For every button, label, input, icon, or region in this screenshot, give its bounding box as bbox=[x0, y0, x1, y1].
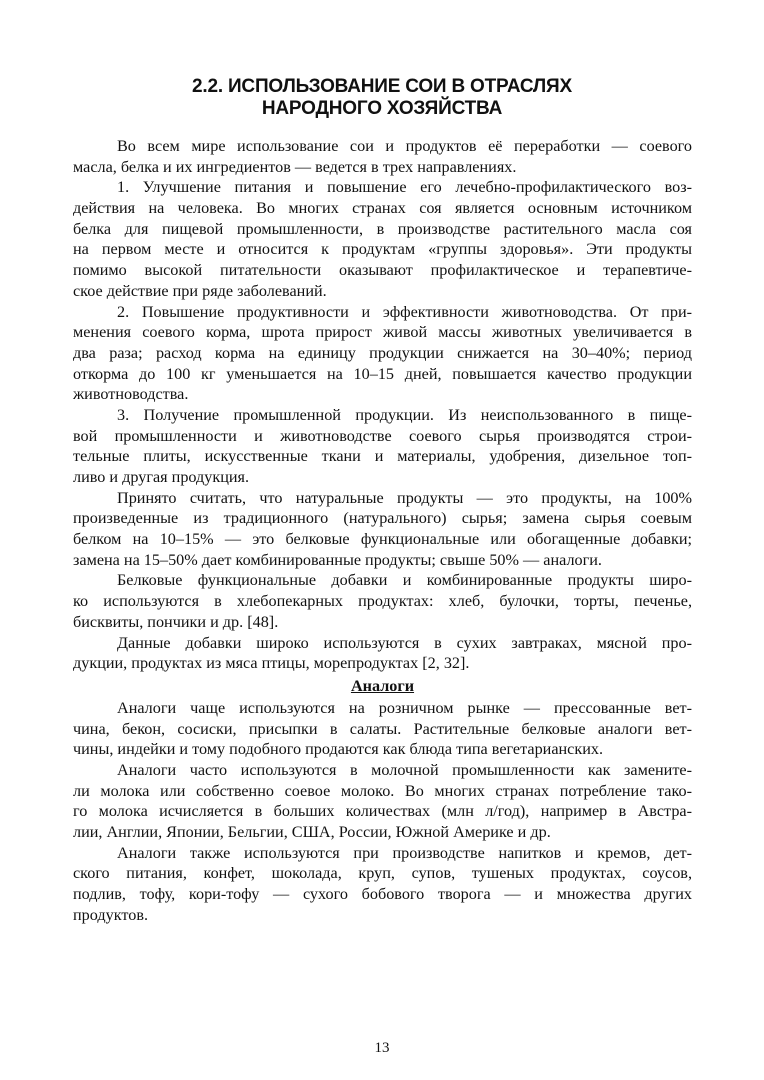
text-line: Во всем мире использование сои и продуктов её переработки — соевого bbox=[117, 137, 692, 155]
title-line: 2.2. ИСПОЛЬЗОВАНИЕ СОИ В ОТРАСЛЯХ bbox=[192, 76, 572, 97]
text-line: Данные добавки широко используются в сухих завтраках, мясной про- bbox=[117, 633, 692, 652]
text-line: лии, Англии, Японии, Бельгии, США, России, Южной Америке и др. bbox=[73, 823, 551, 841]
text-line: бисквиты, пончики и др. [48]. bbox=[73, 612, 279, 631]
text-line: дукции, продуктах из мяса птицы, морепродуктах [2, 32]. bbox=[73, 654, 470, 673]
paragraph bbox=[73, 570, 692, 632]
text-line: ли молока или собственно соевое молоко. Во многих странах потребление тако- bbox=[73, 781, 692, 800]
text-line: чина, бекон, сосиски, присыпки в салаты. Растительные белковые аналоги вет- bbox=[73, 719, 692, 738]
page-number: 13 bbox=[374, 1040, 390, 1056]
subheading-analogs: Аналоги bbox=[350, 676, 415, 695]
text-line: продуктов. bbox=[73, 905, 149, 924]
text-line: ского питания, конфет, шоколада, круп, супов, тушеных продуктах, соусов, bbox=[73, 864, 692, 883]
text-line: ское действие при ряде заболеваний. bbox=[73, 281, 327, 300]
text-line: 1. Улучшение питания и повышение его лечебно-профилактического воз- bbox=[117, 178, 692, 197]
paragraph bbox=[73, 488, 692, 571]
text-line: Принято считать, что натуральные продукты — это продукты, на 100% bbox=[117, 488, 692, 507]
text-line: белка для пищевой промышленности, в производстве растительного масла соя bbox=[73, 219, 692, 238]
paragraph bbox=[73, 633, 692, 674]
text-line: замена на 15–50% дает комбинированные продукты; свыше 50% — аналоги. bbox=[73, 550, 602, 569]
text-line: на первом месте и относится к продуктам «группы здоровья». Эти продукты bbox=[73, 240, 692, 259]
text-line: животноводства. bbox=[73, 385, 189, 404]
paragraph bbox=[73, 405, 692, 488]
text-line: 3. Получение промышленной продукции. Из неиспользованного в пище- bbox=[117, 405, 692, 424]
text-line: белком на 10–15% — это белковые функциональные или обогащенные добавки; bbox=[73, 530, 692, 549]
text-line: менения соевого корма, шрота прирост живой массы животных увеличивается в bbox=[73, 323, 692, 342]
text-line: го молока исчисляется в больших количествах (млн л/год), например в Австра- bbox=[73, 802, 692, 821]
text-line: действия на человека. Во многих странах соя является основным источником bbox=[73, 199, 692, 218]
text-line: Аналоги часто используются в молочной промышленности как замените- bbox=[117, 760, 692, 779]
text-line: откорма до 100 кг уменьшается на 10–15 дней, повышается качество продукции bbox=[73, 364, 692, 383]
section-before bbox=[73, 136, 692, 674]
text-line: Аналоги чаще используются на розничном рынке — прессованные вет- bbox=[117, 698, 692, 717]
paragraph bbox=[73, 302, 692, 405]
text-line: ливо и другая продукция. bbox=[73, 468, 250, 486]
text-line: Аналоги также используются при производстве напитков и кремов, дет- bbox=[117, 843, 692, 862]
paragraph bbox=[73, 177, 692, 301]
title-line: НАРОДНОГО ХОЗЯЙСТВА bbox=[261, 98, 503, 119]
text-line: масла, белка и их ингредиентов — ведется в трех направлениях. bbox=[73, 157, 517, 176]
text-line: ко используются в хлебопекарных продуктах: хлеб, булочки, торты, печенье, bbox=[73, 592, 692, 611]
section-after bbox=[73, 698, 692, 926]
text-line: произведенные из традиционного (натурального) сырья; замена сырья соевым bbox=[73, 509, 692, 528]
text-line: чины, индейки и тому подобного продаются как блюда типа вегетарианских. bbox=[73, 740, 604, 759]
body-text bbox=[73, 136, 692, 925]
text-line: два раза; расход корма на единицу продукции снижается на 30–40%; период bbox=[73, 343, 692, 362]
text-line: 2. Повышение продуктивности и эффективности животноводства. От при- bbox=[117, 302, 692, 321]
page-title bbox=[0, 76, 764, 120]
text-line: вой промышленности и животноводстве соевого сырья производятся строи- bbox=[73, 426, 692, 445]
text-line: Белковые функциональные добавки и комбинированные продукты широ- bbox=[117, 571, 692, 590]
text-line: помимо высокой питательности оказывают профилактическое и терапевтиче- bbox=[73, 261, 692, 280]
paragraph bbox=[73, 136, 692, 177]
text-line: тельные плиты, искусственные ткани и материалы, удобрения, дизельное топ- bbox=[73, 447, 692, 466]
paragraph bbox=[73, 698, 692, 760]
text-line: подлив, тофу, кори-тофу — сухого бобового творога — и множества других bbox=[73, 885, 692, 904]
paragraph bbox=[73, 760, 692, 843]
paragraph bbox=[73, 843, 692, 926]
